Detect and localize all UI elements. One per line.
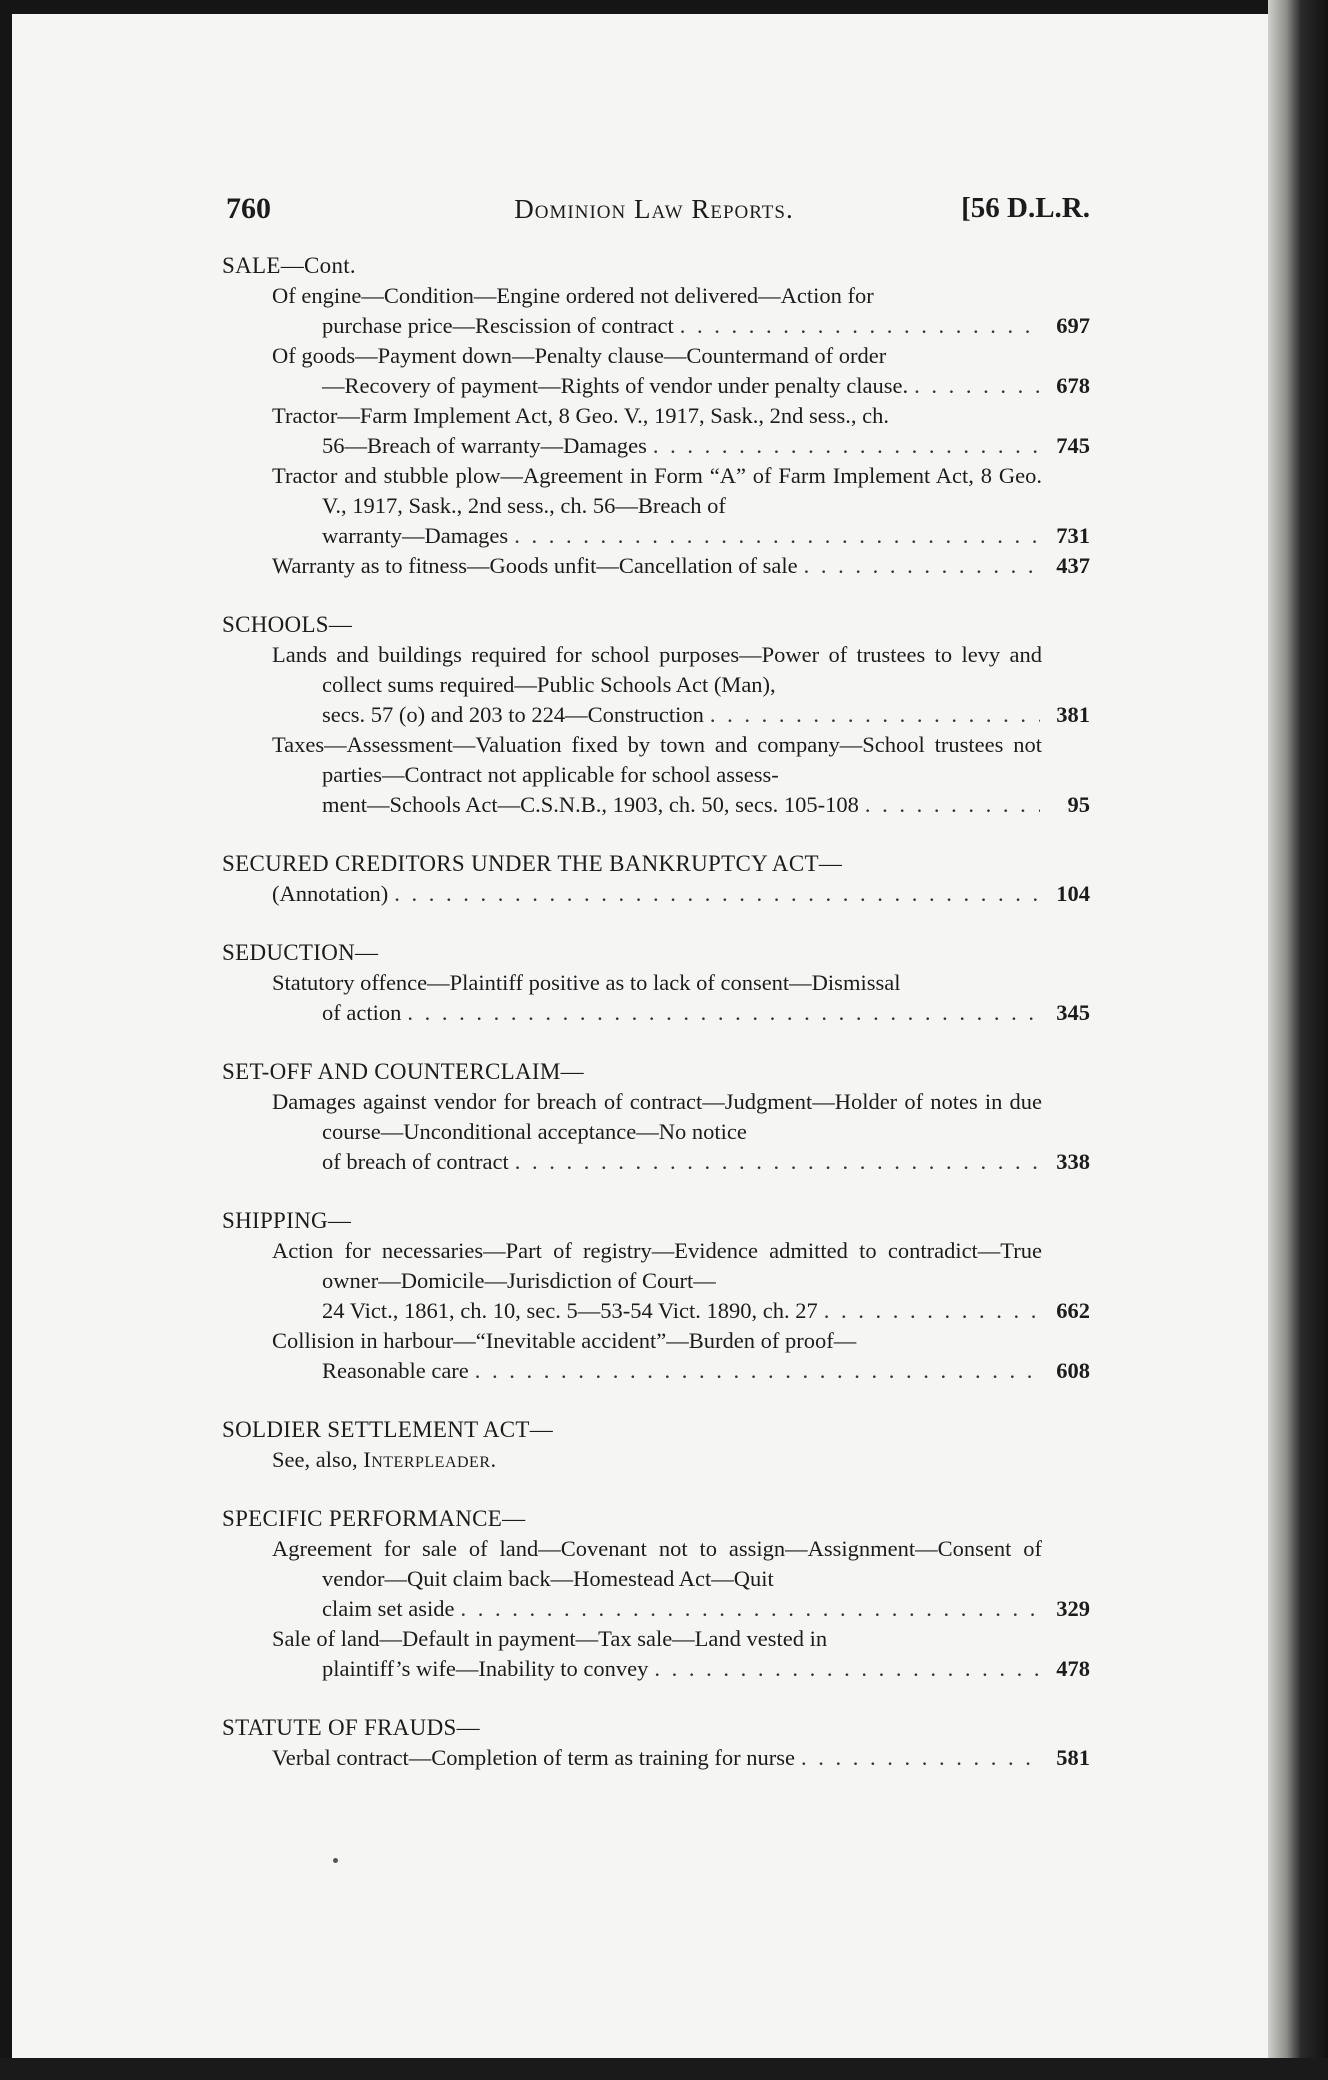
dot-leader — [914, 371, 1040, 401]
dot-leader — [710, 700, 1040, 730]
entry-text-end: 56—Breach of warranty—Damages — [322, 433, 647, 458]
entry-final-line — [322, 1594, 1090, 1624]
entry-final-line — [322, 1356, 1090, 1386]
index-entry — [218, 1624, 1090, 1684]
entry-text: Agreement for sale of land—Covenant not to assign—Assignment—Consent of vendor—Quit claim back—Homestead Act—Quit — [272, 1536, 1042, 1591]
section-heading: SOLDIER SETTLEMENT ACT— — [222, 1417, 554, 1442]
index-entry — [218, 879, 1090, 909]
dot-leader — [514, 521, 1040, 551]
entry-final-line — [322, 311, 1090, 341]
section-heading: SET-OFF AND COUNTERCLAIM— — [222, 1059, 584, 1084]
entry-text: Lands and buildings required for school purposes—Power of trustees to levy and collect sums required—Public Schools Act (Man), — [272, 642, 1042, 697]
index-entry — [218, 1326, 1090, 1386]
index-section — [218, 1503, 1090, 1684]
section-heading: SALE—Cont. — [222, 253, 356, 278]
page-reference: 662 — [1056, 1298, 1090, 1323]
see-also-prefix: See, also, — [272, 1447, 364, 1472]
index-sections — [218, 250, 1090, 1773]
section-heading: SEDUCTION— — [222, 940, 379, 965]
page-reference: 478 — [1056, 1656, 1090, 1681]
page-number: 760 — [226, 192, 271, 225]
index-entry — [218, 640, 1090, 730]
entry-text-end: claim set aside — [322, 1596, 455, 1621]
index-section — [218, 609, 1090, 820]
page-reference: 345 — [1056, 1000, 1090, 1025]
entry-final-line — [322, 1296, 1090, 1326]
page-reference: 338 — [1056, 1149, 1090, 1174]
dot-leader — [865, 790, 1040, 820]
index-entry — [218, 968, 1090, 1028]
page-reference: 745 — [1056, 433, 1090, 458]
index-section — [218, 1712, 1090, 1773]
index-entry — [218, 461, 1090, 551]
dot-leader — [824, 1296, 1040, 1326]
entry-final-line — [322, 998, 1090, 1028]
dot-leader — [804, 551, 1040, 581]
dot-leader — [394, 879, 1040, 909]
section-heading: SHIPPING— — [222, 1208, 352, 1233]
entry-text: Action for necessaries—Part of registry—Evidence admitted to contradict—True owner—Domicile—Jurisdiction of Court— — [272, 1238, 1042, 1293]
entry-final-line — [322, 790, 1090, 820]
entry-text-end: —Recovery of payment—Rights of vendor under penalty clause. — [322, 373, 909, 398]
running-header — [218, 192, 1090, 240]
entry-text: Of goods—Payment down—Penalty clause—Countermand of order — [272, 343, 887, 368]
index-entry — [218, 1534, 1090, 1624]
index-entry — [218, 551, 1090, 581]
bottom-edge — [0, 2058, 1328, 2080]
entry-text: Sale of land—Default in payment—Tax sale—Land vested in — [272, 1626, 828, 1651]
running-title: Dominion Law Reports. — [514, 194, 794, 224]
entry-text-end: of breach of contract — [322, 1149, 509, 1174]
entry-final-line — [272, 1743, 1090, 1773]
entry-text: Taxes—Assessment—Valuation fixed by town and company—School trustees not parties—Contract not applicable for school assess- — [272, 732, 1042, 787]
see-also-reference — [218, 1445, 1090, 1475]
entry-final-line — [272, 879, 1090, 909]
entry-text-end: 24 Vict., 1861, ch. 10, sec. 5—53-54 Vict. 1890, ch. 27 — [322, 1298, 818, 1323]
index-entry — [218, 341, 1090, 401]
entry-text-end: plaintiff’s wife—Inability to convey — [322, 1656, 649, 1681]
entry-text-end: Warranty as to fitness—Goods unfit—Cancellation of sale — [272, 553, 798, 578]
entry-final-line — [322, 700, 1090, 730]
entry-text-end: warranty—Damages — [322, 523, 509, 548]
entry-text-end: of action — [322, 1000, 402, 1025]
index-section — [218, 848, 1090, 909]
binding-shadow — [1268, 0, 1328, 2080]
entry-final-line — [322, 431, 1090, 461]
index-entry — [218, 1743, 1090, 1773]
entry-final-line — [272, 551, 1090, 581]
index-section — [218, 1056, 1090, 1177]
dot-leader — [654, 1654, 1040, 1684]
page-reference: 581 — [1056, 1745, 1090, 1770]
dot-leader — [407, 998, 1040, 1028]
page-reference: 104 — [1056, 881, 1090, 906]
index-entry — [218, 1236, 1090, 1326]
index-section — [218, 1414, 1090, 1475]
page-reference: 437 — [1056, 553, 1090, 578]
dot-leader — [475, 1356, 1040, 1386]
dot-leader — [515, 1147, 1040, 1177]
entry-text: Tractor and stubble plow—Agreement in Form “A” of Farm Implement Act, 8 Geo. V., 1917, Sask., 2nd sess., ch. 56—Breach of — [272, 463, 1042, 518]
dot-leader — [653, 431, 1040, 461]
entry-text-end: Reasonable care — [322, 1358, 469, 1383]
entry-text: Damages against vendor for breach of contract—Judgment—Holder of notes in due course—Unconditional acceptance—No notice — [272, 1089, 1042, 1144]
entry-final-line — [322, 1147, 1090, 1177]
page-reference: 731 — [1056, 523, 1090, 548]
dot-leader — [801, 1743, 1040, 1773]
entry-text: Of engine—Condition—Engine ordered not delivered—Action for — [272, 283, 874, 308]
entry-text-end: (Annotation) — [272, 881, 389, 906]
entry-final-line — [322, 371, 1090, 401]
index-section — [218, 937, 1090, 1028]
section-heading: STATUTE OF FRAUDS— — [222, 1715, 480, 1740]
dot-leader — [680, 311, 1040, 341]
entry-final-line — [322, 1654, 1090, 1684]
entry-text-end: ment—Schools Act—C.S.N.B., 1903, ch. 50, secs. 105-108 — [322, 792, 859, 817]
page-reference: 697 — [1056, 313, 1090, 338]
entry-text-end: secs. 57 (o) and 203 to 224—Construction — [322, 702, 704, 727]
index-section — [218, 1205, 1090, 1386]
entry-text-end: Verbal contract—Completion of term as training for nurse — [272, 1745, 795, 1770]
page-reference: 95 — [1067, 792, 1090, 817]
see-also-target: Interpleader. — [363, 1447, 497, 1472]
entry-text: Statutory offence—Plaintiff positive as to lack of consent—Dismissal — [272, 970, 901, 995]
index-entry — [218, 401, 1090, 461]
section-heading: SECURED CREDITORS UNDER THE BANKRUPTCY ACT— — [222, 851, 843, 876]
section-heading: SCHOOLS— — [222, 612, 353, 637]
index-page — [218, 192, 1090, 1801]
entry-text: Collision in harbour—“Inevitable accident”—Burden of proof— — [272, 1328, 857, 1353]
index-entry — [218, 730, 1090, 820]
volume-reference: [56 D.L.R. — [961, 192, 1090, 224]
entry-text-end: purchase price—Rescission of contract — [322, 313, 674, 338]
index-entry — [218, 1087, 1090, 1177]
dot-leader — [460, 1594, 1040, 1624]
index-entry — [218, 281, 1090, 341]
section-heading: SPECIFIC PERFORMANCE— — [222, 1506, 526, 1531]
page-reference: 381 — [1056, 702, 1090, 727]
page-reference: 608 — [1056, 1358, 1090, 1383]
entry-text: Tractor—Farm Implement Act, 8 Geo. V., 1917, Sask., 2nd sess., ch. — [272, 403, 890, 428]
page-reference: 678 — [1056, 373, 1090, 398]
entry-final-line — [322, 521, 1090, 551]
index-section — [218, 250, 1090, 581]
page-reference: 329 — [1056, 1596, 1090, 1621]
scan-speck — [333, 1858, 338, 1863]
